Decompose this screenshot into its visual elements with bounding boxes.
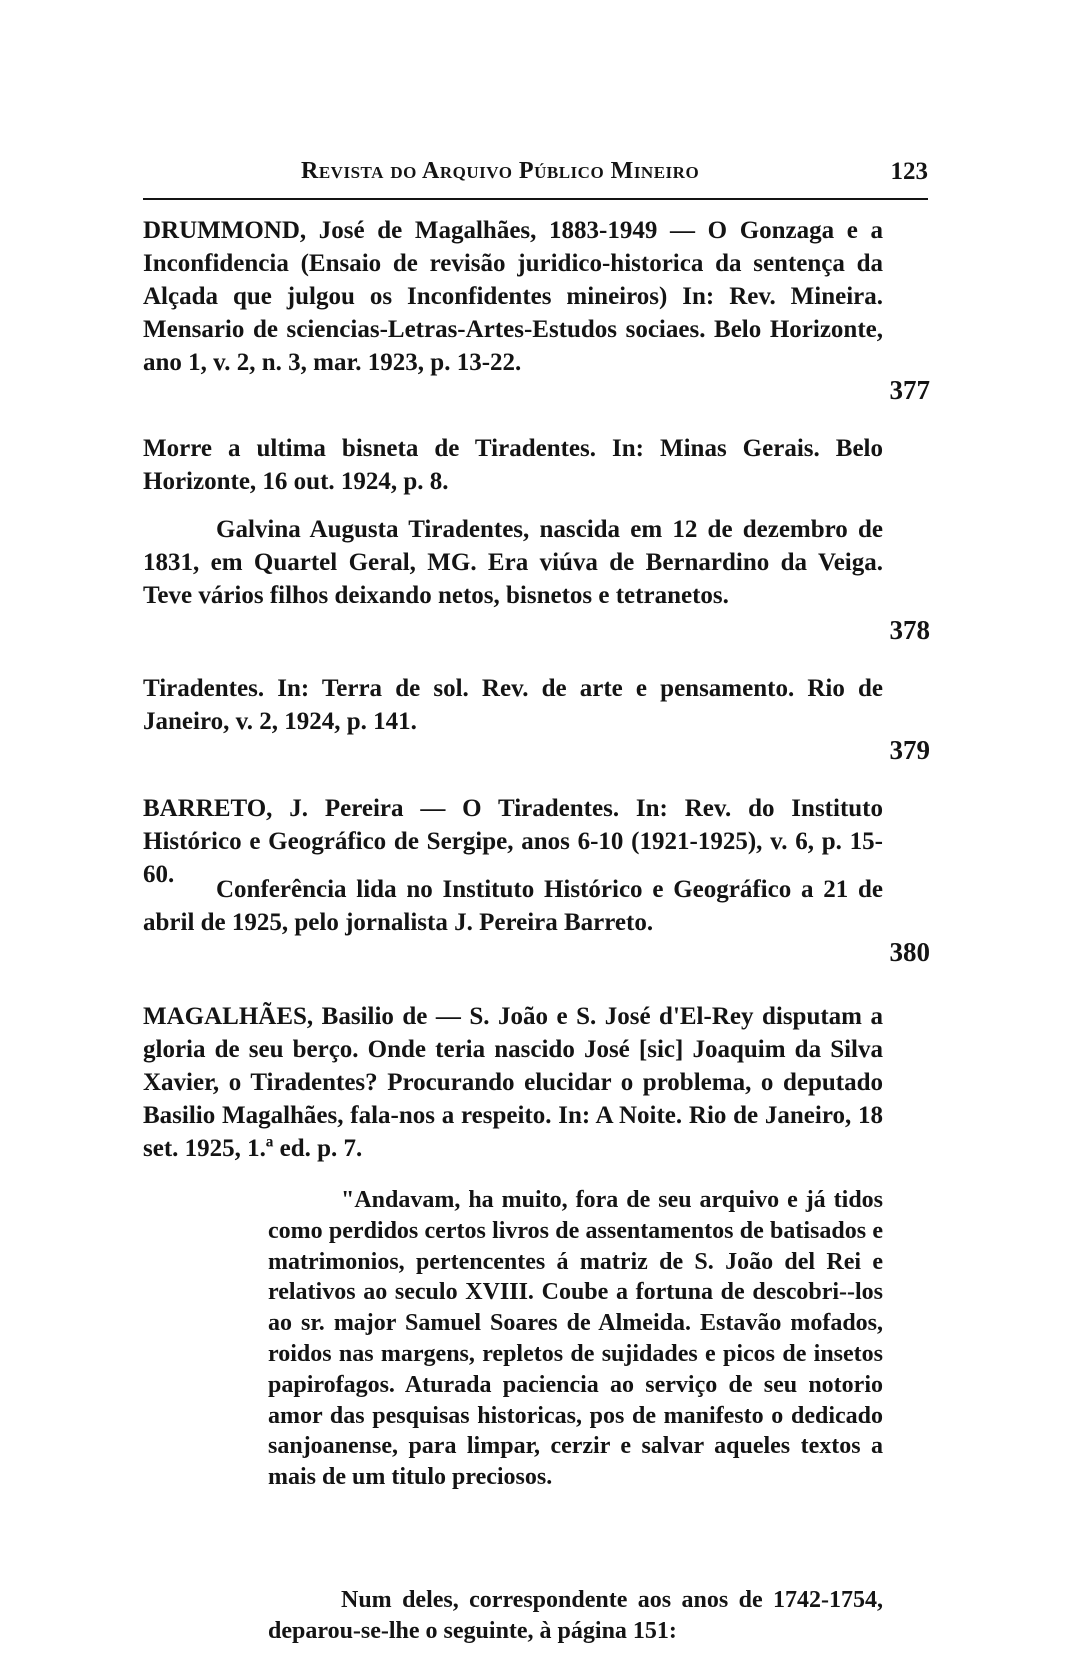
entry-378-number: 378 [889,615,930,645]
entry-377-citation: DRUMMOND, José de Magalhães, 1883-1949 — O Gonzaga e a Inconfidencia (Ensaio de revisão juridico-historica da sentença da Alçada que julgou os Inconfidentes mineiros) In: Rev. Mineira. Mensario de sciencias-Letras-Artes-Estudos sociaes. Belo Horizonte, ano 1, v. 2, n. 3, mar. 1923, p. 13-22. [143,217,883,376]
quote-paragraph-1: "Andavam, ha muito, fora de seu arquivo e já tidos como perdidos certos livros de assentamentos de batisados e matrimonios, pertencentes á matriz de S. João del Rei e relativos ao seculo XVIII. Coube a fortuna de descobri--los ao sr. major Samuel Soares de Almeida. Estavão mofados, roidos nas margens, repletos de sujidades e picos de insetos papirofagos. Aturada paciencia ao serviço de seu notorio amor das pesquisas historicas, pos de manifesto o dedicado sanjoanense, para limpar, cerzir e salvar aqueles textos a mais de um titulo preciosos. [268,1187,883,1491]
entry-379-number: 379 [889,735,930,765]
entry-380-note: Conferência lida no Instituto Histórico e Geográfico a 21 de abril de 1925, pelo jornalista J. Pereira Barreto. [143,876,883,936]
journal-title: Revista do Arquivo Público Mineiro [301,158,700,184]
running-header [143,150,928,200]
entry-381-citation: MAGALHÃES, Basilio de — S. João e S. José d'El-Rey disputam a gloria de seu berço. Onde teria nascido José [sic] Joaquim da Silva Xavier, o Tiradentes? Procurando elucidar o problema, o deputado Basilio Magalhães, fala-nos a respeito. In: A Noite. Rio de Janeiro, 18 set. 1925, 1.ª ed. p. 7. [143,1003,883,1162]
entry-380-citation: BARRETO, J. Pereira — O Tiradentes. In: Rev. do Instituto Histórico e Geográfico de Sergipe, anos 6-10 (1921-1925), v. 6, p. 15-60. [143,795,883,888]
entry-380-number: 380 [889,937,930,967]
entry-378-note: Galvina Augusta Tiradentes, nascida em 12 de dezembro de 1831, em Quartel Geral, MG. Era viúva de Bernardino da Veiga. Teve vários filhos deixando netos, bisnetos e tetranetos. [143,516,883,609]
entry-379-citation: Tiradentes. In: Terra de sol. Rev. de arte e pensamento. Rio de Janeiro, v. 2, 1924, p. 141. [143,675,883,735]
quote-paragraph-2: Num deles, correspondente aos anos de 1742-1754, deparou-se-lhe o seguinte, à página 151: [268,1587,883,1644]
page-number: 123 [890,158,928,185]
entry-378-citation: Morre a ultima bisneta de Tiradentes. In: Minas Gerais. Belo Horizonte, 16 out. 1924, p. 8. [143,435,883,495]
entry-377-number: 377 [889,375,930,405]
